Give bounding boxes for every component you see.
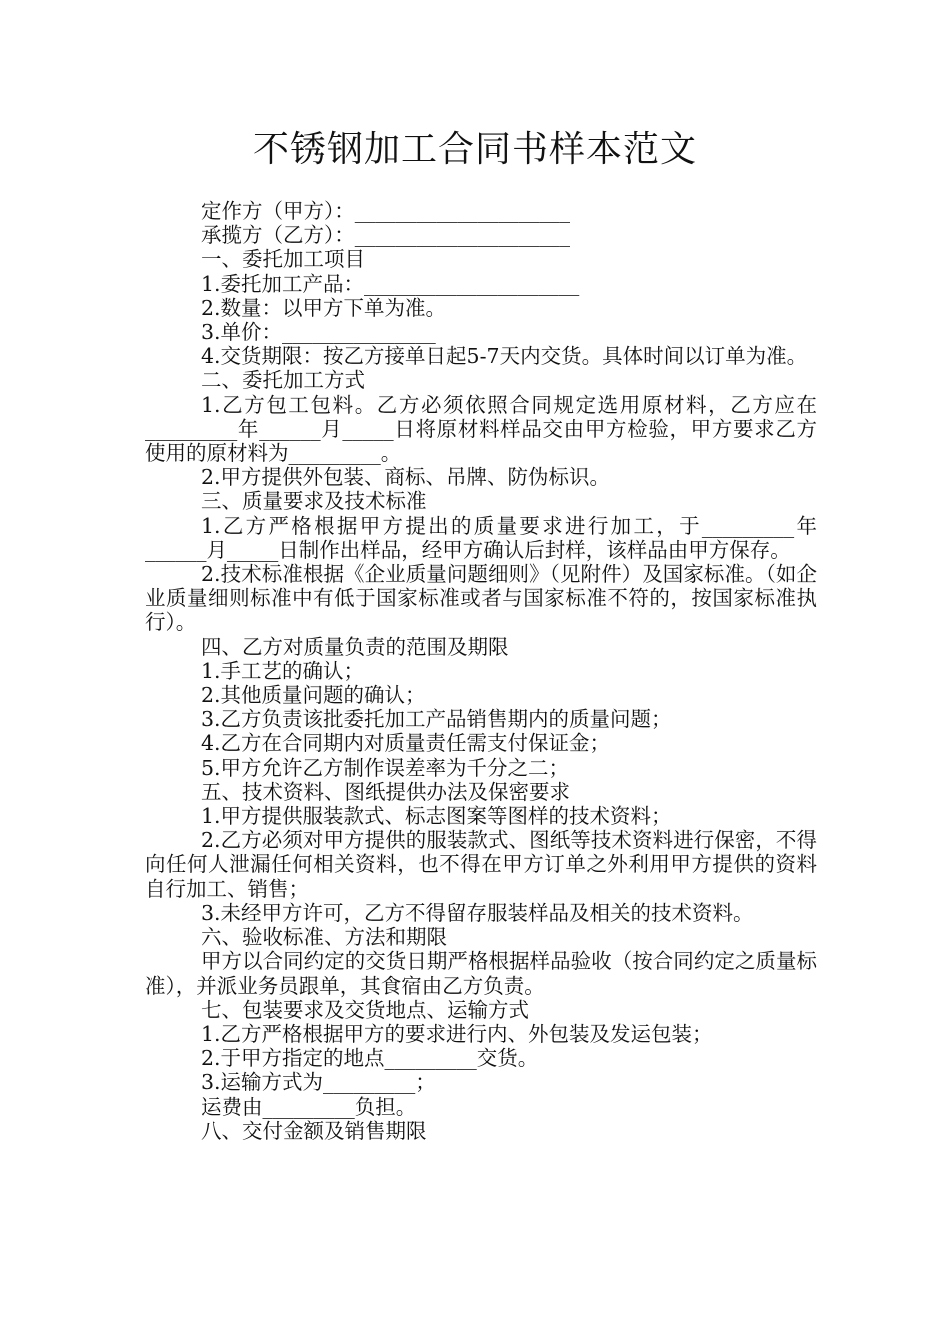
section-heading-1: 一、委托加工项目 xyxy=(201,247,365,272)
clause-7-1: 1.乙方严格根据甲方的要求进行内、外包装及发运包装； xyxy=(201,1021,713,1046)
party-a-line: 定作方（甲方）：_____________________ xyxy=(201,199,570,223)
clause-2-2: 2.甲方提供外包装、商标、吊牌、防伪标识。 xyxy=(201,465,611,490)
clause-4-1: 1.手工艺的确认； xyxy=(201,658,365,683)
clause-1-1: 1.委托加工产品：_____________________ xyxy=(201,271,580,296)
section-heading-3: 三、质量要求及技术标准 xyxy=(201,489,427,514)
clause-1-3: 3.单价：_______________ xyxy=(201,320,436,345)
section-heading-8: 八、交付金额及销售期限 xyxy=(201,1118,427,1143)
section-heading-5: 五、技术资料、图纸提供办法及保密要求 xyxy=(201,779,570,804)
section-heading-2: 二、委托加工方式 xyxy=(201,368,365,393)
clause-4-2: 2.其他质量问题的确认； xyxy=(201,683,426,708)
clause-5-2: 2.乙方必须对甲方提供的服装款式、图纸等技术资料进行保密，不得向任何人泄漏任何相关资料，也不得在甲方订单之外利用甲方提供的资料自行加工、销售； xyxy=(145,828,817,901)
clause-5-3: 3.未经甲方许可，乙方不得留存服装样品及相关的技术资料。 xyxy=(201,900,754,925)
clause-7-2: 2.于甲方指定的地点_________交货。 xyxy=(201,1046,539,1071)
clause-6-1: 甲方以合同约定的交货日期严格根据样品验收（按合同约定之质量标准），并派业务员跟单，其食宿由乙方负责。 xyxy=(145,949,817,998)
clause-1-2: 2.数量：以甲方下单为准。 xyxy=(201,295,447,320)
clause-4-4: 4.乙方在合同期内对质量责任需支付保证金； xyxy=(201,731,611,756)
clause-4-5: 5.甲方允许乙方制作误差率为千分之二； xyxy=(201,755,570,780)
clause-3-1: 1.乙方严格根据甲方提出的质量要求进行加工，于_________年______月_____日制作出样品，经甲方确认后封样，该样品由甲方保存。 xyxy=(145,513,817,562)
section-heading-6: 六、验收标准、方法和期限 xyxy=(201,925,447,950)
clause-1-4: 4.交货期限：按乙方接单日起5-7天内交货。具体时间以订单为准。 xyxy=(201,344,808,369)
clause-7-4: 运费由_________负担。 xyxy=(201,1094,417,1119)
section-heading-4: 四、乙方对质量负责的范围及期限 xyxy=(201,634,509,659)
document-title: 不锈钢加工合同书样本范文 xyxy=(252,129,697,170)
document-body xyxy=(145,199,817,1143)
clause-4-3: 3.乙方负责该批委托加工产品销售期内的质量问题； xyxy=(201,707,672,732)
clause-2-1: 1.乙方包工包料。乙方必须依照合同规定选用原材料，乙方应在_________年______月_____日将原材料样品交由甲方检验，甲方要求乙方使用的原材料为_________。 xyxy=(145,392,817,466)
clause-3-2: 2.技术标准根据《企业质量问题细则》（见附件）及国家标准。（如企业质量细则标准中有低于国家标准或者与国家标准不符的，按国家标准执行）。 xyxy=(145,562,817,635)
section-heading-7: 七、包装要求及交货地点、运输方式 xyxy=(201,997,529,1022)
clause-7-3: 3.运输方式为_________； xyxy=(201,1070,436,1095)
clause-5-1: 1.甲方提供服装款式、标志图案等图样的技术资料； xyxy=(201,804,672,829)
party-b-line: 承揽方（乙方）：_____________________ xyxy=(201,223,570,248)
